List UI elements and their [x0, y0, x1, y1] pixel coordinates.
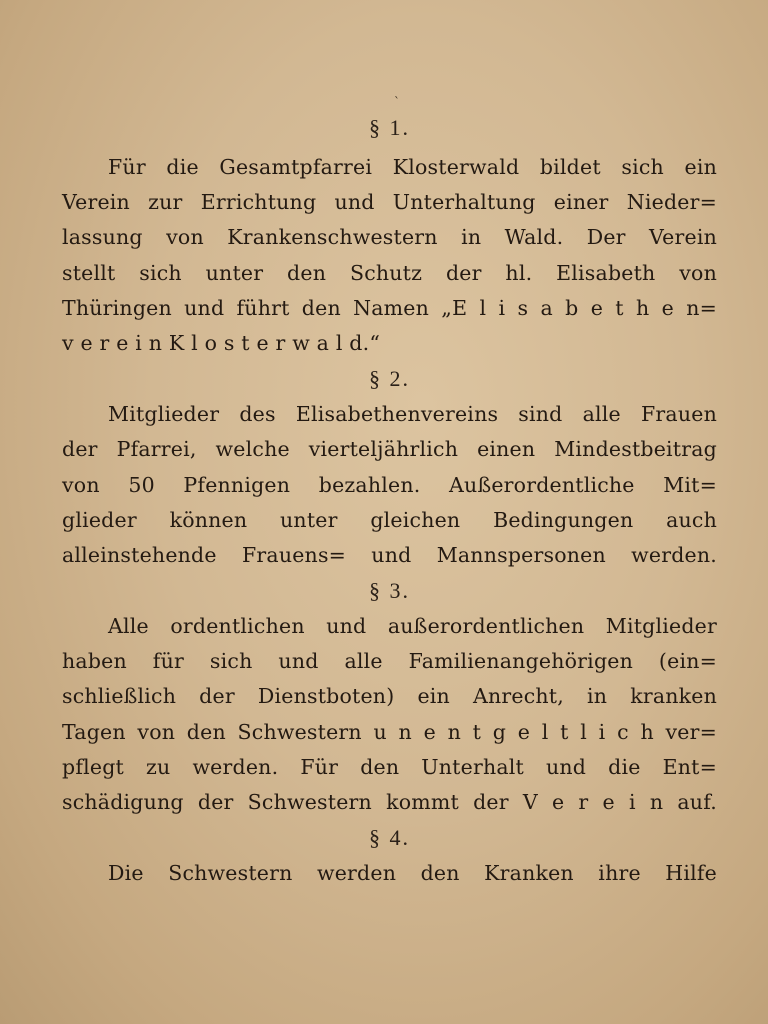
text-line: Alle ordentlichen und außerordentlichen Mitglieder	[108, 614, 717, 639]
text-line: der Pfarrei, welche vierteljährlich einen Mindestbeitrag	[62, 437, 717, 462]
section-4-mark: § 4.	[369, 825, 410, 851]
text-line: Für die Gesamtpfarrei Klosterwald bildet sich ein	[108, 155, 717, 179]
text-line: Tagen von den Schwestern u n e n t g e l t l i c h ver=	[62, 719, 717, 744]
section-1-paragraph	[62, 150, 717, 361]
section-2-paragraph	[62, 397, 717, 573]
text-line: Verein zur Errichtung und Unterhaltung einer Nieder=	[62, 190, 717, 215]
text-line: pflegt zu werden. Für den Unterhalt und die Ent=	[62, 754, 717, 779]
text-line: glieder können unter gleichen Bedingungen auch	[62, 507, 717, 532]
section-2-mark: § 2.	[369, 366, 410, 392]
text-line: haben für sich und alle Familienangehörigen (ein=	[62, 649, 717, 674]
section-1-mark: § 1.	[369, 115, 410, 140]
text-line: schädigung der Schwestern kommt der V e r e i n auf.	[62, 790, 717, 814]
text-line: v e r e i n K l o s t e r w a l d.“	[62, 330, 381, 355]
text-line: lassung von Krankenschwestern in Wald. Der Verein	[62, 225, 717, 250]
text-line: Die Schwestern werden den Kranken ihre Hilfe	[108, 861, 717, 886]
section-3-paragraph	[62, 609, 717, 820]
document-page	[62, 110, 717, 891]
text-line: alleinstehende Frauens= und Mannspersonen werden.	[62, 542, 717, 567]
stray-mark: `	[394, 95, 400, 109]
text-line: stellt sich unter den Schutz der hl. Elisabeth von	[62, 260, 717, 285]
text-line: Mitglieder des Elisabethenvereins sind alle Frauen	[108, 402, 717, 427]
text-line: von 50 Pfennigen bezahlen. Außerordentliche Mit=	[62, 472, 717, 497]
text-line: schließlich der Dienstboten) ein Anrecht, in kranken	[62, 684, 717, 709]
section-4-paragraph	[62, 856, 717, 891]
section-3-mark: § 3.	[369, 578, 410, 604]
text-line: Thüringen und führt den Namen „E l i s a b e t h e n=	[62, 295, 717, 320]
